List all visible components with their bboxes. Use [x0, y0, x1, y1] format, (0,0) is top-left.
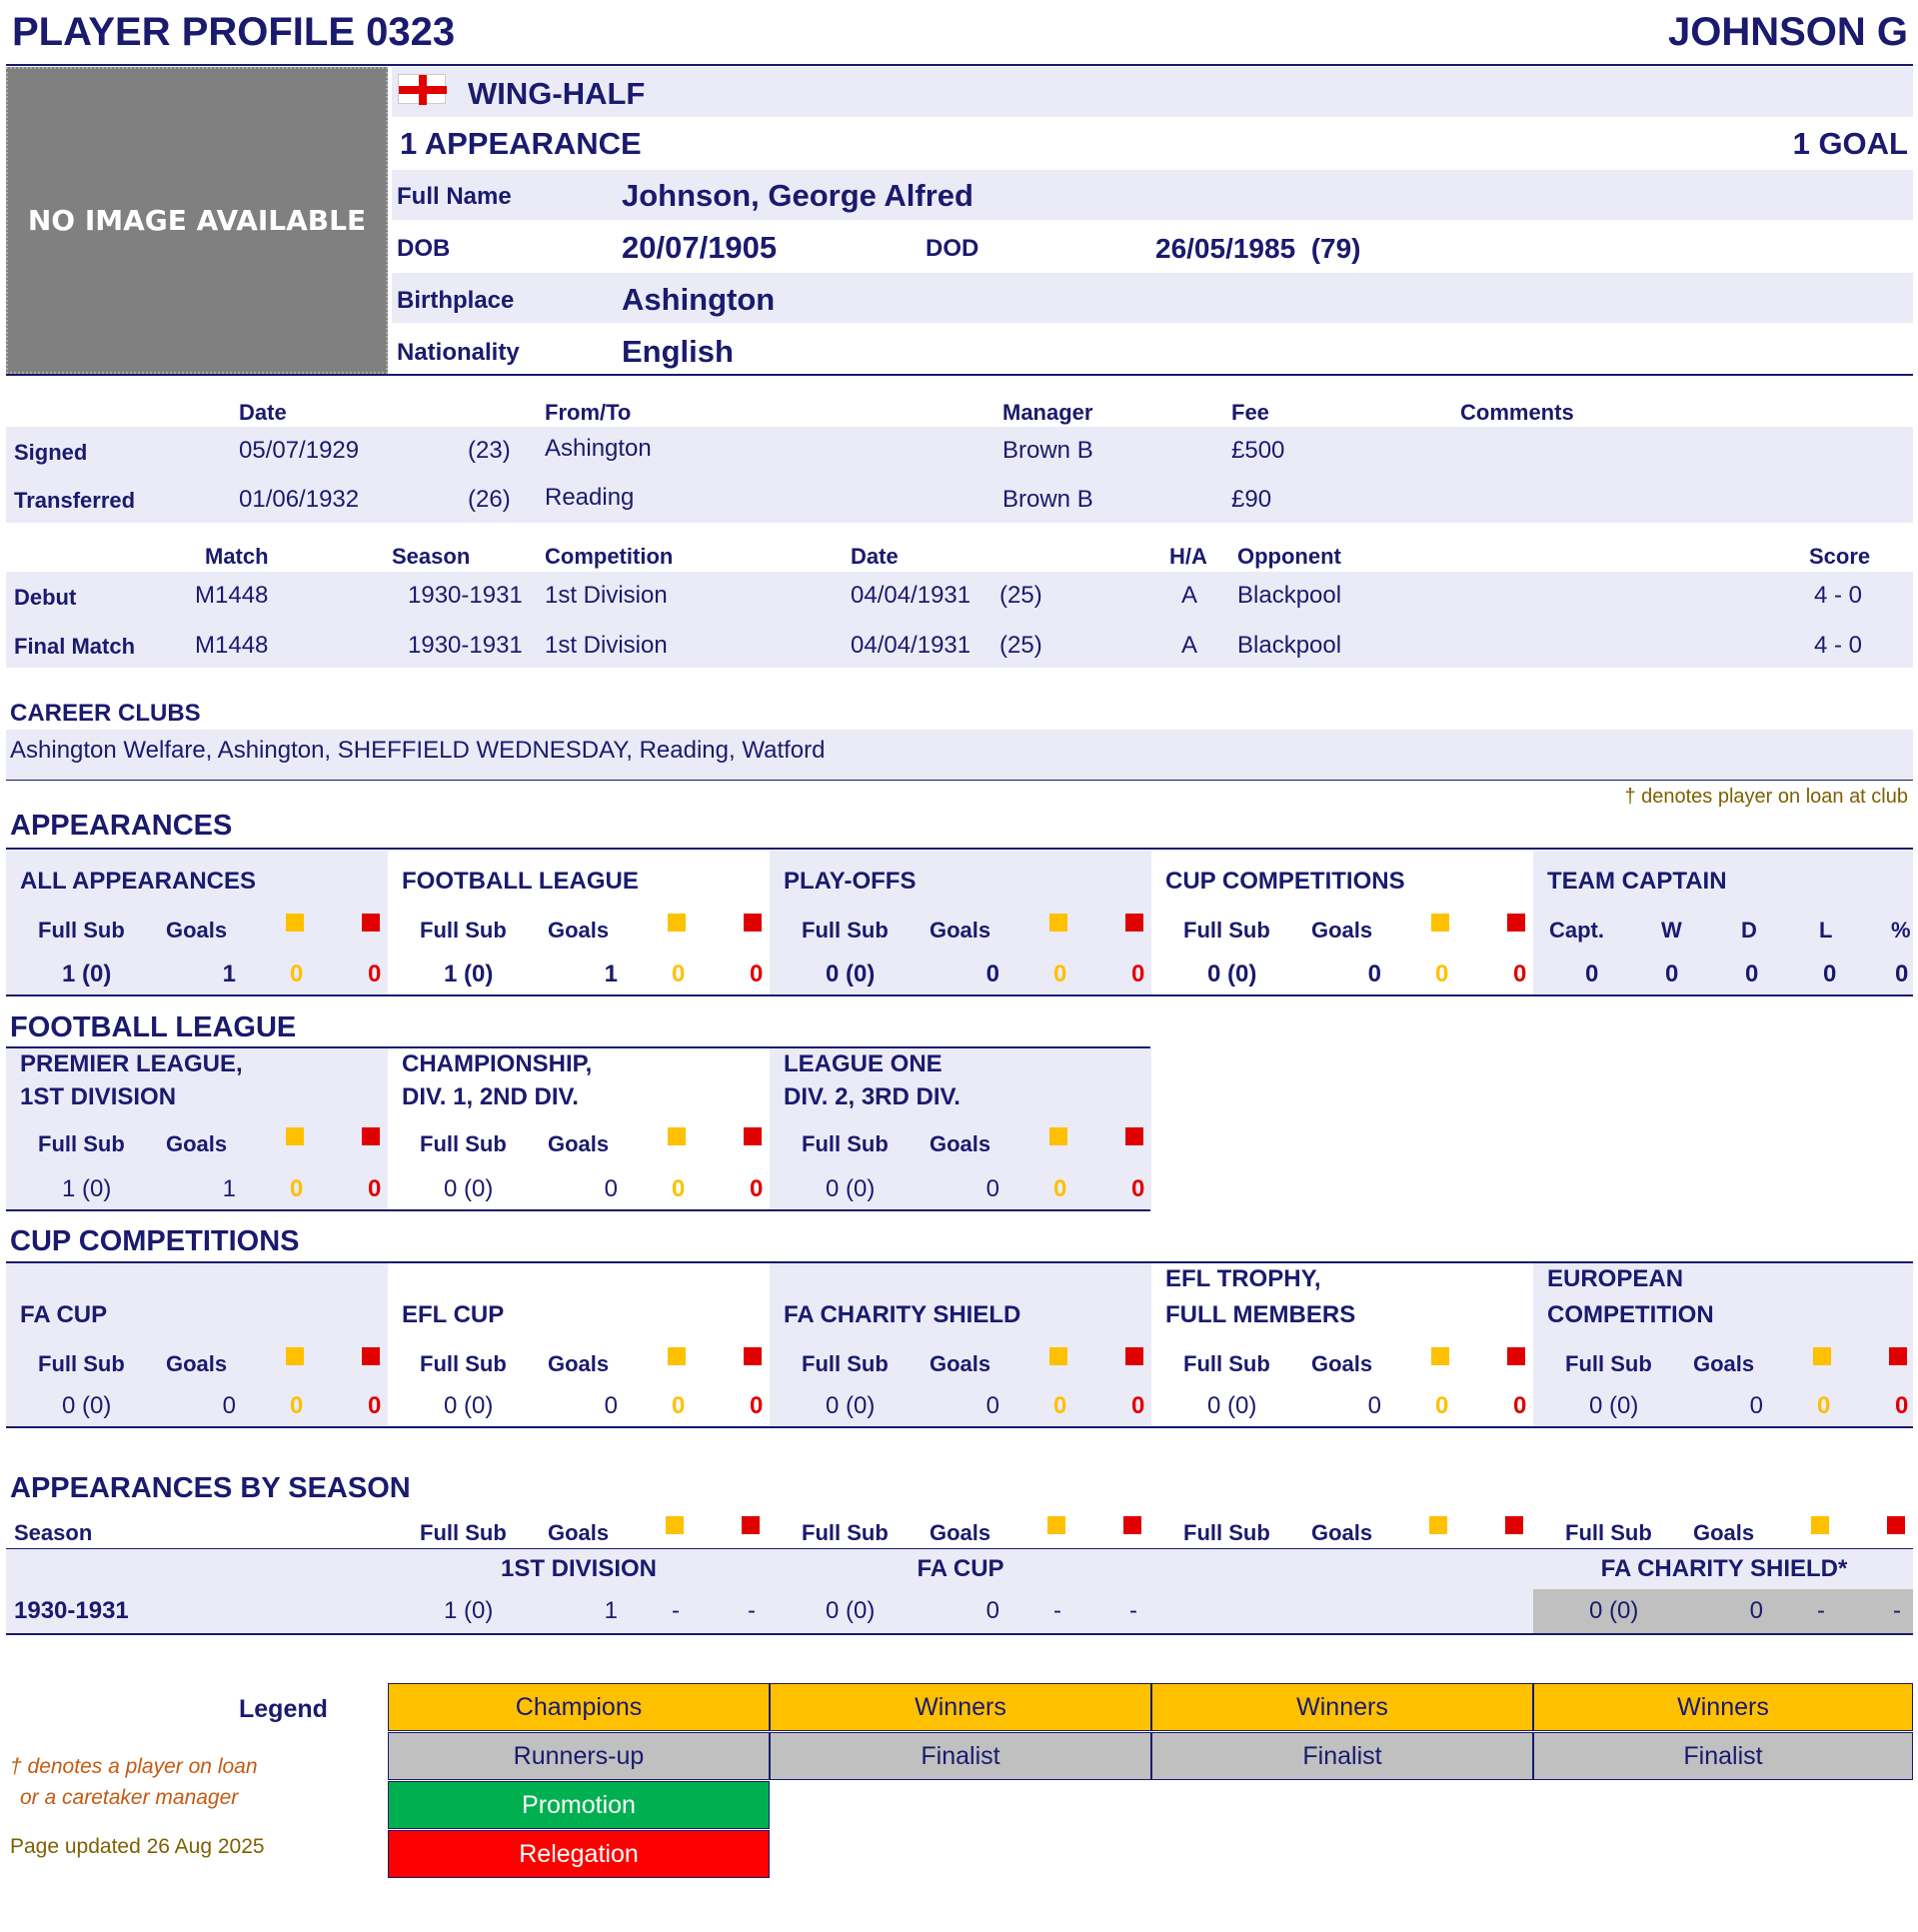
debut-label: Debut: [14, 585, 77, 610]
debut-opponent: Blackpool: [1237, 582, 1342, 609]
cup-block-title-1: EUROPEAN: [1547, 1265, 1684, 1292]
signed-fee: £500: [1231, 437, 1285, 464]
england-flag-icon: [398, 74, 446, 104]
match-header: Match: [205, 544, 269, 569]
appearance-block-yellow-card-icon: [286, 914, 304, 932]
season-label: 1930-1931: [14, 1597, 129, 1624]
league-block-apps: 0 (0): [826, 1175, 876, 1202]
birthplace-value: Ashington: [622, 282, 776, 317]
transfer-date-header: Date: [239, 400, 287, 425]
season-red-card-icon: [1505, 1516, 1523, 1534]
fullname-row: [392, 170, 1913, 220]
captain-value-0: 0: [1585, 961, 1599, 987]
cups-bottom-line: [6, 1426, 1913, 1428]
appearance-block-full-sub-header: Full Sub: [1183, 918, 1270, 943]
season-goals-header: Goals: [930, 1520, 991, 1545]
cup-block-apps: 0 (0): [444, 1392, 494, 1419]
season-red-card-icon: [742, 1516, 760, 1534]
cup-block-title-2: FA CUP: [20, 1301, 108, 1328]
final-match-ha: A: [1181, 632, 1198, 659]
final-match-season: 1930-1931: [408, 632, 523, 659]
league-block-title-2: 1ST DIVISION: [20, 1083, 177, 1110]
team-captain-title: TEAM CAPTAIN: [1547, 868, 1727, 895]
cup-block-apps: 0 (0): [826, 1392, 876, 1419]
league-block-yellow-count: 0: [1053, 1175, 1067, 1202]
debut-date: 04/04/1931: [851, 582, 971, 609]
transferred-age: (26): [468, 486, 511, 513]
cup-block-red-card-icon: [1889, 1347, 1907, 1365]
nationality-label: Nationality: [397, 339, 520, 366]
ha-header: H/A: [1169, 544, 1207, 569]
cup-competitions-title: CUP COMPETITIONS: [10, 1225, 300, 1257]
season-competition-header: FA CHARITY SHIELD*: [1600, 1555, 1848, 1582]
score-header: Score: [1809, 544, 1871, 569]
final-match-id: M1448: [195, 632, 269, 659]
appearance-block-apps: 1 (0): [444, 961, 494, 987]
cup-block-yellow-card-icon: [668, 1347, 686, 1365]
cup-block-red-card-icon: [1125, 1347, 1143, 1365]
cup-block-full-sub-header: Full Sub: [1183, 1351, 1270, 1376]
captain-header-0: Capt.: [1549, 918, 1604, 943]
captain-value-4: 0: [1895, 961, 1909, 987]
career-divider: [6, 780, 1913, 781]
season-goals-header: Goals: [548, 1520, 610, 1545]
appearance-block-full-sub-header: Full Sub: [802, 918, 889, 943]
season-yellow-card-icon: [1429, 1516, 1447, 1534]
league-block-goals: 0: [604, 1175, 618, 1202]
signed-label: Signed: [14, 440, 88, 465]
appearance-block-goals-header: Goals: [548, 918, 610, 943]
appearance-block-red-card-icon: [362, 914, 380, 932]
final-match-score: 4 - 0: [1814, 632, 1863, 659]
captain-value-1: 0: [1665, 961, 1679, 987]
league-block-title-1: CHAMPIONSHIP,: [402, 1050, 593, 1077]
legend-finalist-cell: Finalist: [1151, 1732, 1533, 1780]
appearance-block-title: CUP COMPETITIONS: [1165, 868, 1405, 895]
debut-ha: A: [1181, 582, 1198, 609]
goal-count: 1 GOAL: [1792, 126, 1908, 161]
cup-block-full-sub-header: Full Sub: [38, 1351, 125, 1376]
legend-winners-cell: Winners: [1533, 1683, 1913, 1731]
appearance-block-apps: 1 (0): [62, 961, 112, 987]
appearance-block-yellow-card-icon: [1431, 914, 1449, 932]
appearance-block-full-sub-header: Full Sub: [38, 918, 125, 943]
debut-competition: 1st Division: [545, 582, 668, 609]
appearance-block-yellow-count: 0: [1435, 961, 1449, 987]
cup-block-apps: 0 (0): [62, 1392, 112, 1419]
cup-block-goals: 0: [985, 1392, 999, 1419]
final-match-label: Final Match: [14, 634, 136, 659]
league-block-red-count: 0: [1131, 1175, 1145, 1202]
league-block-yellow-count: 0: [672, 1175, 686, 1202]
league-bottom-line: [6, 1209, 1150, 1211]
final-match-opponent: Blackpool: [1237, 632, 1342, 659]
appearance-block-red-card-icon: [744, 914, 762, 932]
cup-block-goals-header: Goals: [166, 1351, 228, 1376]
appearance-block-apps: 0 (0): [826, 961, 876, 987]
cup-block-red-card-icon: [744, 1347, 762, 1365]
appearance-block-yellow-card-icon: [1049, 914, 1067, 932]
season-full-sub-header: Full Sub: [1565, 1520, 1652, 1545]
signed-club: Ashington: [545, 435, 652, 462]
league-block-red-count: 0: [368, 1175, 382, 1202]
cup-block-full-sub-header: Full Sub: [1565, 1351, 1652, 1376]
final-match-age: (25): [999, 632, 1042, 659]
transfer-fee-header: Fee: [1231, 400, 1269, 425]
signed-manager: Brown B: [1002, 437, 1093, 464]
cup-block-title-1: EFL TROPHY,: [1165, 1265, 1321, 1292]
cup-block-yellow-count: 0: [1817, 1392, 1831, 1419]
appearance-block-goals: 0: [1367, 961, 1381, 987]
season-goals-header: Goals: [1311, 1520, 1373, 1545]
signed-age: (23): [468, 437, 511, 464]
legend-finalist-cell: Finalist: [770, 1732, 1151, 1780]
career-clubs-list: Ashington Welfare, Ashington, SHEFFIELD WEDNESDAY, Reading, Watford: [10, 737, 826, 764]
appearance-block-yellow-count: 0: [1053, 961, 1067, 987]
league-block-goals-header: Goals: [166, 1131, 228, 1156]
appearance-block-red-card-icon: [1125, 914, 1143, 932]
header-divider: [6, 64, 1913, 66]
captain-value-3: 0: [1823, 961, 1837, 987]
opponent-header: Opponent: [1237, 544, 1341, 569]
legend-winners-cell: Winners: [1151, 1683, 1533, 1731]
player-photo-placeholder: [6, 67, 388, 374]
league-block-goals: 0: [985, 1175, 999, 1202]
debut-match: M1448: [195, 582, 269, 609]
debut-age: (25): [999, 582, 1042, 609]
season-yellow-card-icon: [666, 1516, 684, 1534]
season-red-card-icon: [1123, 1516, 1141, 1534]
appearances-title: APPEARANCES: [10, 810, 233, 842]
cup-block-title-2: COMPETITION: [1547, 1301, 1714, 1328]
season-yellow-card-icon: [1047, 1516, 1065, 1534]
dob-value: 20/07/1905: [622, 230, 778, 265]
by-season-title: APPEARANCES BY SEASON: [10, 1472, 411, 1504]
player-name: JOHNSON G: [1667, 10, 1908, 54]
appearance-block-red-count: 0: [1131, 961, 1145, 987]
competition-header: Competition: [545, 544, 674, 569]
appearance-block-title: PLAY-OFFS: [784, 868, 917, 895]
cup-block-yellow-count: 0: [290, 1392, 304, 1419]
league-block-red-card-icon: [1125, 1127, 1143, 1145]
league-block-yellow-count: 0: [290, 1175, 304, 1202]
transferred-date: 01/06/1932: [239, 486, 360, 513]
cup-block-goals: 0: [604, 1392, 618, 1419]
captain-header-1: W: [1661, 918, 1682, 943]
captain-header-4: %: [1891, 918, 1911, 943]
appearance-block-goals-header: Goals: [1311, 918, 1373, 943]
cup-block-apps: 0 (0): [1207, 1392, 1257, 1419]
cup-block-yellow-card-icon: [1049, 1347, 1067, 1365]
loan-note: † denotes player on loan at club: [1624, 786, 1908, 808]
cup-block-goals: 0: [1367, 1392, 1381, 1419]
cup-block-full-sub-header: Full Sub: [802, 1351, 889, 1376]
cup-block-yellow-card-icon: [1813, 1347, 1831, 1365]
league-block-title-2: DIV. 1, 2ND DIV.: [402, 1083, 579, 1110]
legend-winners-cell: Winners: [770, 1683, 1151, 1731]
league-block-red-card-icon: [744, 1127, 762, 1145]
transfer-fromto-header: From/To: [545, 400, 632, 425]
season-full-sub-header: Full Sub: [1183, 1520, 1270, 1545]
appearance-block-title: ALL APPEARANCES: [20, 868, 257, 895]
cup-block-goals-header: Goals: [548, 1351, 610, 1376]
legend-promotion-cell: Promotion: [388, 1781, 770, 1829]
nationality-value: English: [622, 334, 734, 369]
loan-legend-note-2: or a caretaker manager: [20, 1786, 239, 1809]
appearance-block-red-count: 0: [368, 961, 382, 987]
cup-block-red-count: 0: [1131, 1392, 1145, 1419]
season-goals: 0: [1749, 1597, 1763, 1624]
appearance-block-full-sub-header: Full Sub: [420, 918, 507, 943]
league-block-red-count: 0: [750, 1175, 764, 1202]
cup-block-red-count: 0: [750, 1392, 764, 1419]
season-competition-header: FA CUP: [917, 1555, 1004, 1582]
league-block-title-2: DIV. 2, 3RD DIV.: [784, 1083, 960, 1110]
appearance-block-goals-header: Goals: [930, 918, 991, 943]
season-header: Season: [392, 544, 471, 569]
dob-label: DOB: [397, 235, 451, 262]
season-full-sub-header: Full Sub: [420, 1520, 507, 1545]
legend-runners-up-cell: Runners-up: [388, 1732, 770, 1780]
season-bottom-line: [6, 1633, 1913, 1635]
season-competition-header: 1ST DIVISION: [500, 1555, 658, 1582]
appearance-block-yellow-count: 0: [290, 961, 304, 987]
transferred-label: Transferred: [14, 488, 136, 513]
appearance-block-red-card-icon: [1507, 914, 1525, 932]
appearance-block-goals-header: Goals: [166, 918, 228, 943]
captain-header-2: D: [1741, 918, 1757, 943]
page-updated: Page updated 26 Aug 2025: [10, 1835, 265, 1858]
captain-header-3: L: [1819, 918, 1833, 943]
season-red: -: [1129, 1597, 1137, 1624]
season-apps: 0 (0): [1589, 1597, 1639, 1624]
cup-block-yellow-count: 0: [1053, 1392, 1067, 1419]
cup-block-goals-header: Goals: [1311, 1351, 1373, 1376]
captain-value-2: 0: [1745, 961, 1759, 987]
appearance-block-yellow-card-icon: [668, 914, 686, 932]
season-full-sub-header: Full Sub: [802, 1520, 889, 1545]
appearance-count: 1 APPEARANCE: [400, 126, 642, 161]
cup-block-title-2: FA CHARITY SHIELD: [784, 1301, 1021, 1328]
season-yellow-card-icon: [1811, 1516, 1829, 1534]
cup-block-yellow-count: 0: [672, 1392, 686, 1419]
position-value: WING-HALF: [468, 76, 646, 111]
debut-season: 1930-1931: [408, 582, 523, 609]
season-goals: 1: [604, 1597, 618, 1624]
league-block-yellow-card-icon: [286, 1127, 304, 1145]
career-clubs-title: CAREER CLUBS: [10, 700, 201, 727]
transferred-fee: £90: [1231, 486, 1272, 513]
transfer-comments-header: Comments: [1460, 400, 1574, 425]
cup-block-goals: 0: [1749, 1392, 1763, 1419]
season-red: -: [1893, 1597, 1901, 1624]
league-block-full-sub-header: Full Sub: [802, 1131, 889, 1156]
season-yellow: -: [1053, 1597, 1061, 1624]
appearance-block-goals: 0: [985, 961, 999, 987]
cup-block-red-card-icon: [362, 1347, 380, 1365]
transferred-manager: Brown B: [1002, 486, 1093, 513]
cup-block-red-count: 0: [368, 1392, 382, 1419]
cup-block-yellow-card-icon: [286, 1347, 304, 1365]
season-yellow: -: [1817, 1597, 1825, 1624]
league-block-apps: 0 (0): [444, 1175, 494, 1202]
legend-relegation-cell: Relegation: [388, 1830, 770, 1878]
cup-block-red-count: 0: [1895, 1392, 1909, 1419]
legend-finalist-cell: Finalist: [1533, 1732, 1913, 1780]
league-block-yellow-card-icon: [668, 1127, 686, 1145]
season-column-header: Season: [14, 1520, 93, 1545]
league-block-full-sub-header: Full Sub: [38, 1131, 125, 1156]
loan-legend-note-1: † denotes a player on loan: [10, 1755, 258, 1778]
season-goals-header: Goals: [1693, 1520, 1755, 1545]
cup-block-red-count: 0: [1513, 1392, 1527, 1419]
league-block-red-card-icon: [362, 1127, 380, 1145]
appearances-divider: [6, 848, 1913, 850]
appearance-block-goals: 1: [222, 961, 236, 987]
cup-block-full-sub-header: Full Sub: [420, 1351, 507, 1376]
appearance-block-apps: 0 (0): [1207, 961, 1257, 987]
transfer-manager-header: Manager: [1002, 400, 1093, 425]
birthplace-label: Birthplace: [397, 287, 515, 314]
cup-block-goals: 0: [222, 1392, 236, 1419]
full-name-label: Full Name: [397, 183, 512, 210]
appearance-block-goals: 1: [604, 961, 618, 987]
season-red-card-icon: [1887, 1516, 1905, 1534]
match-date-header: Date: [851, 544, 899, 569]
league-block-goals-header: Goals: [548, 1131, 610, 1156]
league-block-goals-header: Goals: [930, 1131, 991, 1156]
cup-block-goals-header: Goals: [930, 1351, 991, 1376]
birthplace-row: [392, 273, 1913, 323]
cup-block-title-2: FULL MEMBERS: [1165, 1301, 1356, 1328]
legend-title: Legend: [239, 1695, 328, 1723]
transferred-club: Reading: [545, 484, 635, 511]
no-image-text: NO IMAGE AVAILABLE: [27, 204, 367, 237]
appearance-block-title: FOOTBALL LEAGUE: [402, 868, 639, 895]
appearance-block-yellow-count: 0: [672, 961, 686, 987]
season-apps: 0 (0): [826, 1597, 876, 1624]
season-goals: 0: [985, 1597, 999, 1624]
bio-divider: [6, 374, 1913, 376]
cup-block-title-2: EFL CUP: [402, 1301, 505, 1328]
league-block-full-sub-header: Full Sub: [420, 1131, 507, 1156]
cup-block-goals-header: Goals: [1693, 1351, 1755, 1376]
league-block-title-1: PREMIER LEAGUE,: [20, 1050, 243, 1077]
cup-block-red-card-icon: [1507, 1347, 1525, 1365]
full-name-value: Johnson, George Alfred: [622, 178, 973, 213]
cup-block-yellow-count: 0: [1435, 1392, 1449, 1419]
football-league-title: FOOTBALL LEAGUE: [10, 1011, 297, 1043]
league-block-goals: 1: [222, 1175, 236, 1202]
season-apps: 1 (0): [444, 1597, 494, 1624]
page-title: PLAYER PROFILE 0323: [12, 10, 456, 54]
league-block-yellow-card-icon: [1049, 1127, 1067, 1145]
league-block-apps: 1 (0): [62, 1175, 112, 1202]
season-yellow: -: [672, 1597, 680, 1624]
appearances-bottom-line: [6, 994, 1913, 996]
debut-score: 4 - 0: [1814, 582, 1863, 609]
final-match-date: 04/04/1931: [851, 632, 971, 659]
cup-block-apps: 0 (0): [1589, 1392, 1639, 1419]
signed-date: 05/07/1929: [239, 437, 360, 464]
legend-champions-cell: Champions: [388, 1683, 770, 1731]
cup-block-yellow-card-icon: [1431, 1347, 1449, 1365]
appearance-block-red-count: 0: [750, 961, 764, 987]
appearance-block-red-count: 0: [1513, 961, 1527, 987]
league-block-title-1: LEAGUE ONE: [784, 1050, 943, 1077]
final-match-competition: 1st Division: [545, 632, 668, 659]
season-red: -: [748, 1597, 756, 1624]
dod-label: DOD: [926, 235, 979, 262]
dod-value: 26/05/1985 (79): [1155, 233, 1361, 264]
